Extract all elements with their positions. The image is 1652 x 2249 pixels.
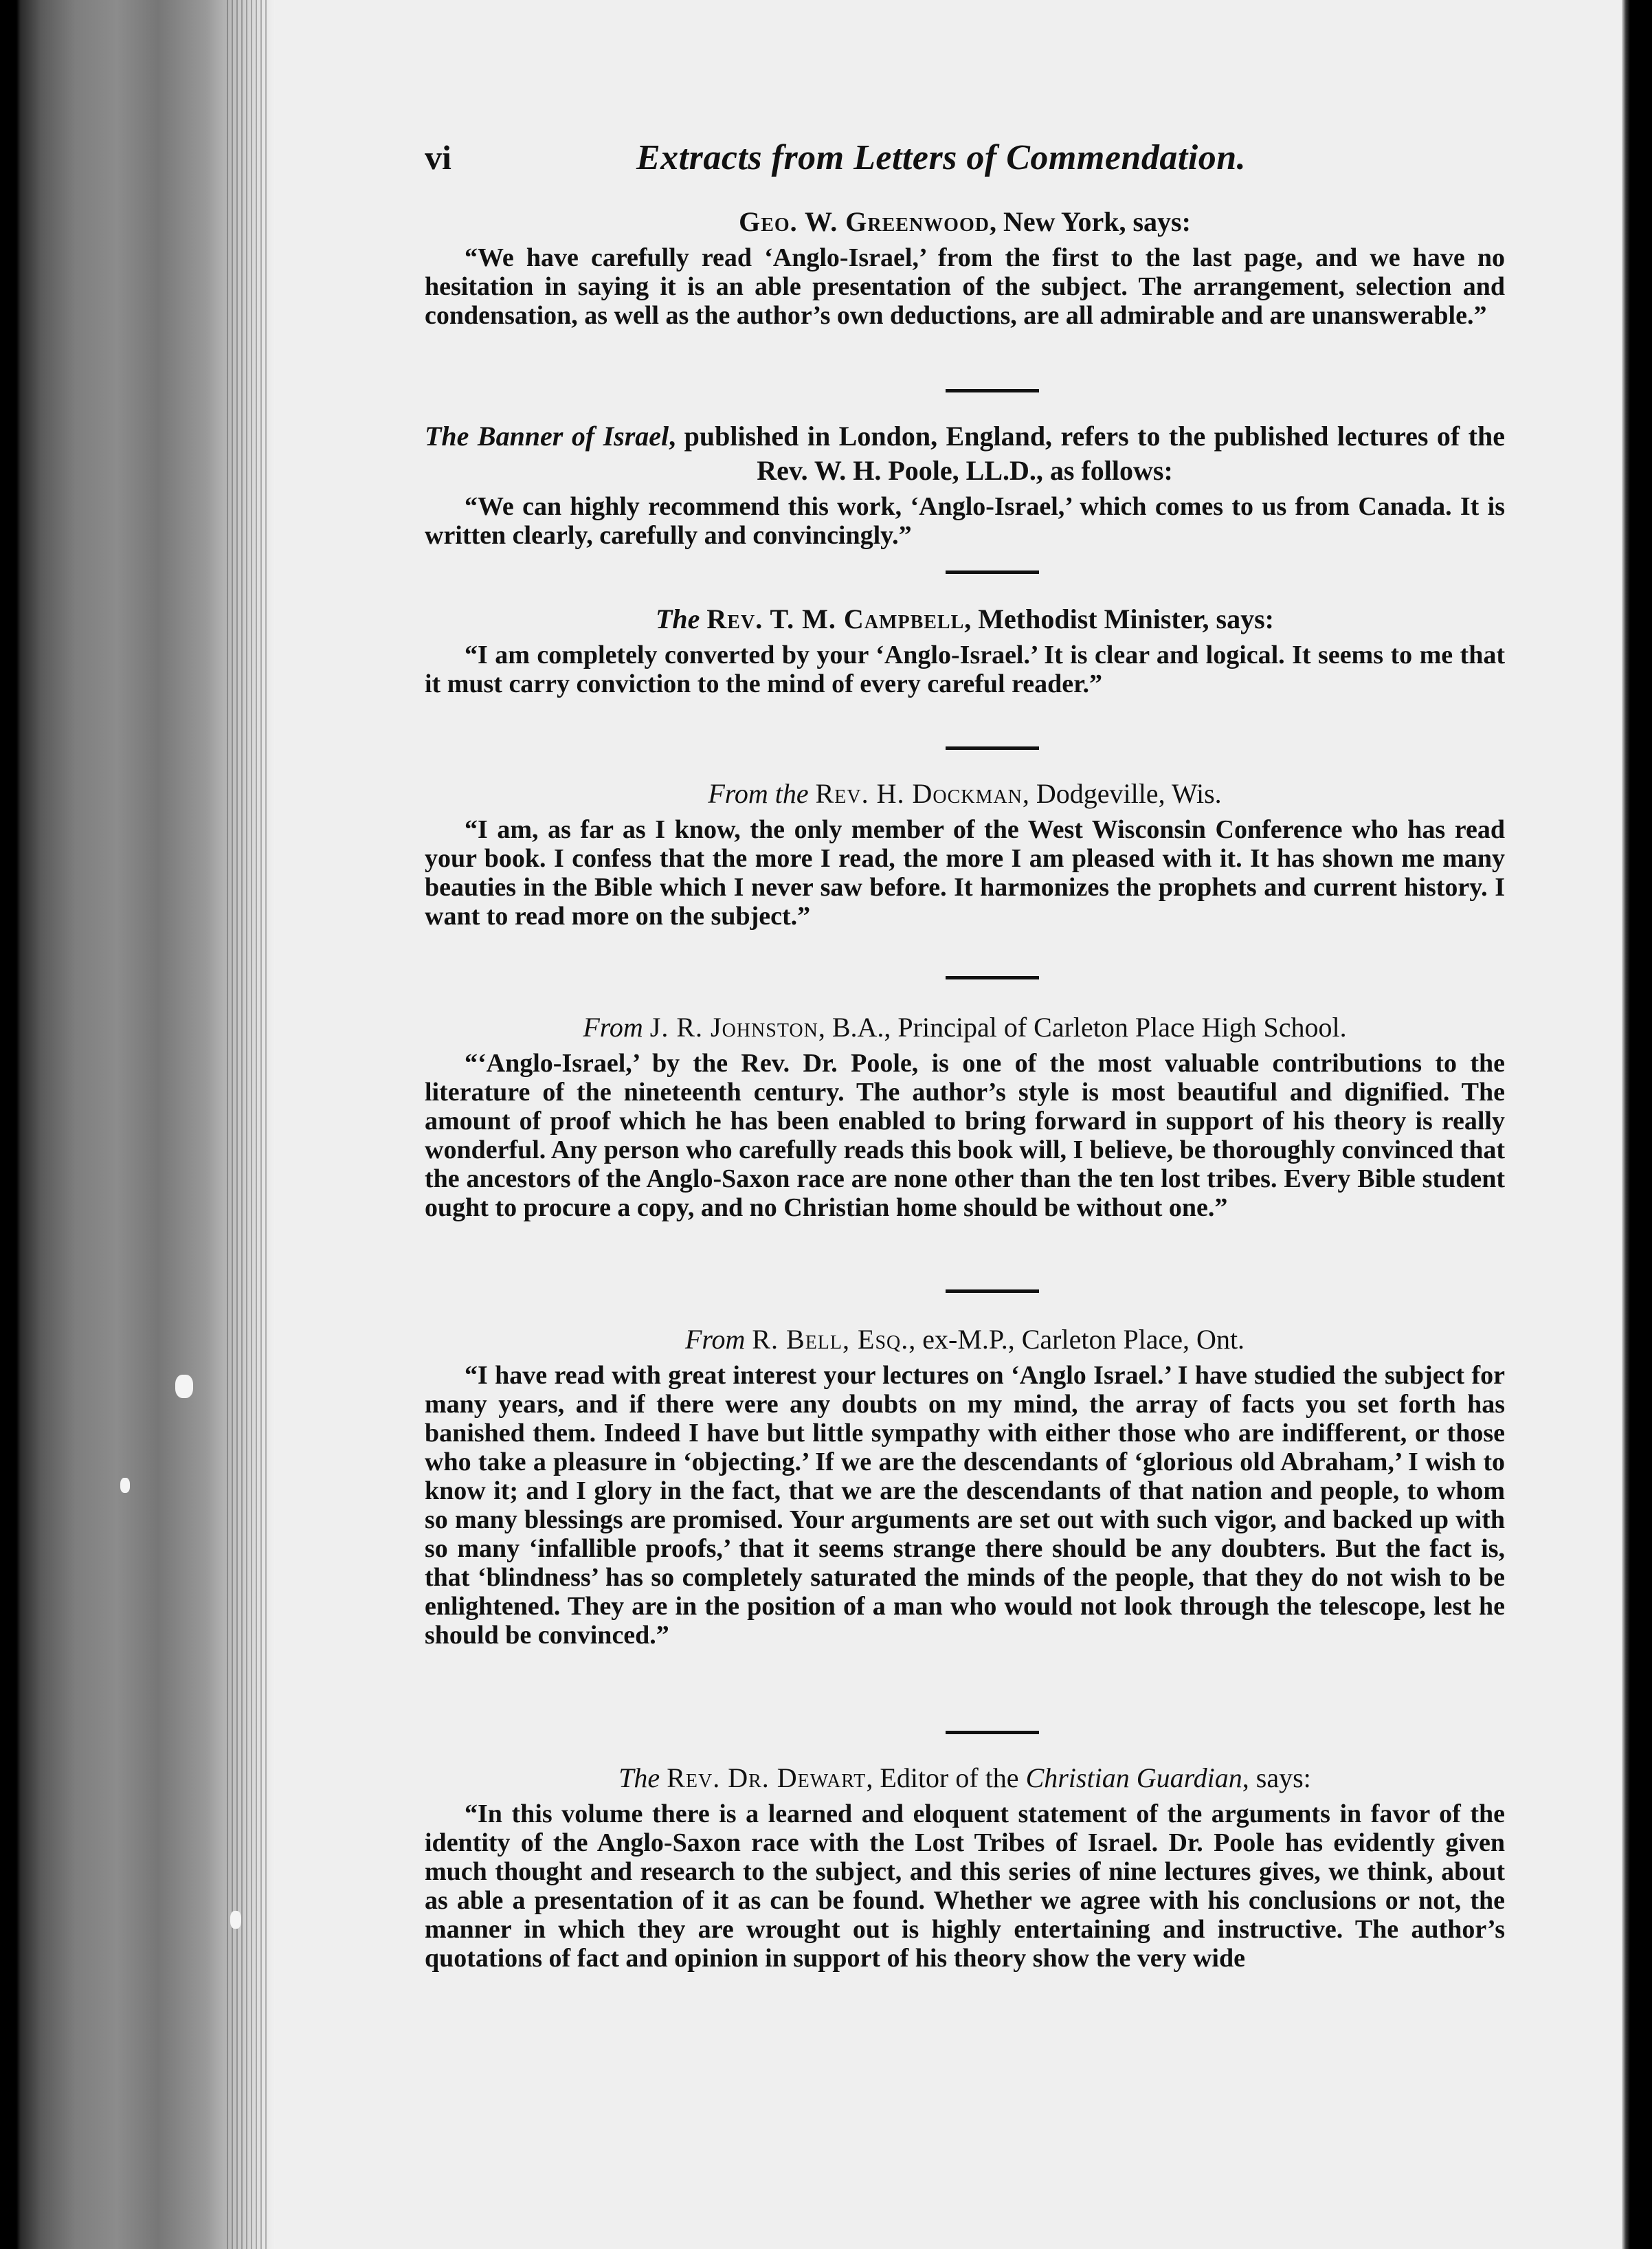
publication-title: Christian Guardian [1025,1762,1242,1793]
publication-title: The Banner of Israel [425,421,669,452]
attribution-name: R. Bell, Esq. [752,1324,909,1355]
attribution-prefix: From [583,1012,643,1043]
running-head: Extracts from Letters of Commendation. [636,138,1247,177]
page-number: vi [425,138,451,177]
attribution-prefix: The [618,1762,660,1793]
attribution-name: Rev. H. Dockman [815,778,1023,809]
quote-text: “We have carefully read ‘Anglo-Israel,’ from the first to the last page, and we have no hesitation in saying it is an able presentation of the subject. The arrangement, selection and condensation, as well as the author’s own deductions, are all admirable and are unanswerable.” [425,243,1505,330]
divider-rule [946,1289,1039,1293]
commendation-entry [425,1761,1505,1973]
attribution-prefix: The [655,603,700,634]
attribution-rest: , Editor of the [866,1762,1019,1793]
divider-rule [946,746,1039,750]
quote-text: “‘Anglo-Israel,’ by the Rev. Dr. Poole, is one of the most valuable contributions to the literature of the nineteenth century. The author’s style is most beautiful and dignified. The amount of proof which he has been enabled to bring forward in support of his theory is really wonderful. Any person who carefully reads this book will, I believe, be thoroughly convinced that the ancestors of the Anglo-Saxon race are none other than the ten lost tribes. Every Bible student ought to procure a copy, and no Christian home should be without one.” [425,1049,1505,1222]
quote-text: “We can highly recommend this work, ‘Anglo-Israel,’ which comes to us from Canada. It is written clearly, carefully and convincingly.” [425,492,1505,550]
divider-rule [946,389,1039,392]
attribution [425,1322,1505,1357]
attribution [425,419,1505,488]
attribution-end: , says: [1242,1762,1311,1793]
scan-speck [175,1375,193,1398]
attribution [425,1761,1505,1795]
scan-speck [120,1478,130,1493]
commendation-entry [425,602,1505,698]
divider-rule [946,1731,1039,1734]
quote-text: “In this volume there is a learned and eloquent statement of the arguments in favor of the identity of the Anglo-Saxon race with the Lost Tribes of Israel. Dr. Poole has evidently given much thought and research to the subject, and this series of nine lectures gives, we think, about as able a presentation of it as can be found. Whether we agree with his conclusions or not, the manner in which they are wrought out is highly entertaining and instructive. The author’s quotations of fact and opinion in support of his theory show the very wide [425,1799,1505,1973]
quote-text: “I am completely converted by your ‘Anglo-Israel.’ It is clear and logical. It seems to me that it must carry conviction to the mind of every careful reader.” [425,641,1505,698]
attribution-prefix: From [684,1324,746,1355]
attribution-name: Rev. Dr. Dewart [667,1762,867,1793]
attribution [425,1010,1505,1045]
quote-text: “I have read with great interest your lectures on ‘Anglo Israel.’ I have studied the subject for many years, and if there were any doubts on my mind, the array of facts you set forth has banished them. Indeed I have but little sympathy with either those who are indifferent, or those who take a pleasure in ‘objecting.’ If we are the descendants of ‘glorious old Abraham,’ I wish to know it; and I glory in the fact, that we are the descendants of that nation and people, to whom so many blessings are promised. Your arguments are set out with such vigor, and backed up with so many ‘infallible proofs,’ that it seems strange there should be any doubters. But the fact is, that ‘blindness’ has so completely saturated the minds of the people, that they do not wish to be enlightened. They are in the position of a man who would not look through the telescope, lest he should be convinced.” [425,1361,1505,1650]
attribution-name: J. R. Johnston [649,1012,818,1043]
attribution-rest: , ex-M.P., Carleton Place, Ont. [908,1324,1245,1355]
commendation-entry [425,1010,1505,1222]
divider-rule [946,570,1039,574]
attribution-rest: , New York, says: [989,206,1191,237]
attribution [425,777,1505,811]
commendation-entry [425,1322,1505,1650]
scan-right-edge [1622,0,1652,2249]
commendation-entry [425,205,1505,330]
attribution-rest: , Methodist Minister, says: [964,603,1275,634]
attribution-prefix: From the [708,778,809,809]
scan-speck [230,1911,241,1929]
divider-rule [946,976,1039,979]
attribution-name: Geo. W. Greenwood [739,206,990,237]
scan-left-edge [0,0,275,2249]
attribution [425,205,1505,239]
commendation-entry [425,419,1505,550]
commendation-entry [425,777,1505,931]
attribution-rest: , B.A., Principal of Carleton Place High School. [818,1012,1347,1043]
quote-text: “I am, as far as I know, the only member of the West Wisconsin Conference who has read your book. I confess that the more I read, the more I am pleased with it. It has shown me many beauties in the Bible which I never saw before. It harmonizes the prophets and current history. I want to read more on the subject.” [425,815,1505,931]
attribution [425,602,1505,636]
attribution-rest: , published in London, England, refers to the published lectures of the Rev. W. H. Poole, LL.D., as follows: [669,421,1505,486]
page-header [425,137,1505,192]
attribution-name: Rev. T. M. Campbell [706,603,965,634]
attribution-rest: , Dodgeville, Wis. [1022,778,1222,809]
